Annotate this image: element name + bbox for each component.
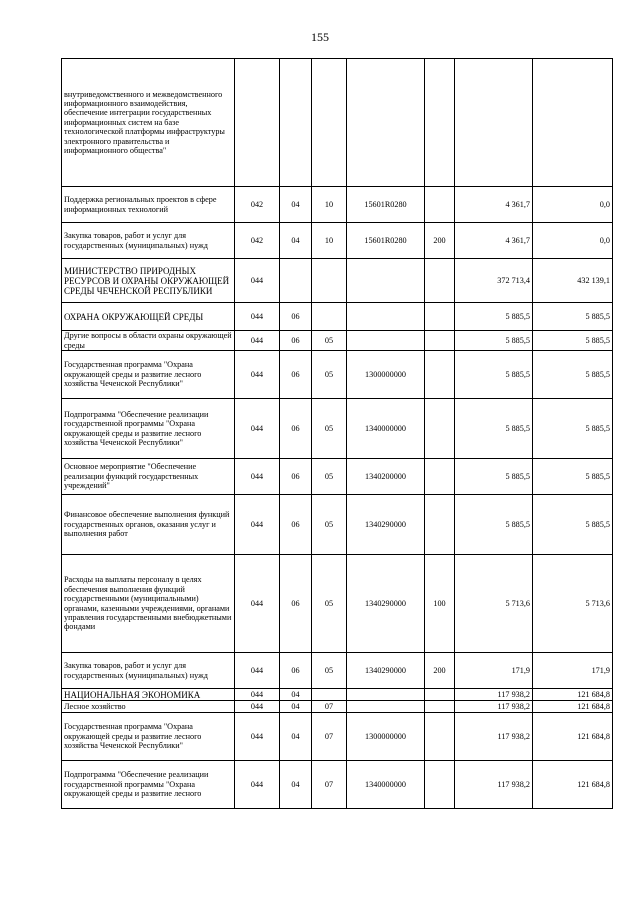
row-subsection-code	[312, 303, 347, 331]
row-target-code	[347, 259, 425, 303]
table-row	[62, 259, 613, 303]
row-ved-code: 044	[235, 259, 280, 303]
row-name: Финансовое обеспечение выполнения функций государственных органов, оказания услуг и выполнения работ	[62, 495, 235, 555]
row-expense-type-code	[425, 259, 455, 303]
row-subsection-code: 05	[312, 495, 347, 555]
row-section-code: 06	[280, 459, 312, 495]
row-target-code	[347, 59, 425, 187]
row-amount-year1: 5 885,5	[455, 459, 533, 495]
row-name: Государственная программа "Охрана окружающей среды и развитие лесного хозяйства Чеченской Республики"	[62, 351, 235, 399]
row-section-code: 04	[280, 713, 312, 761]
row-expense-type-code: 100	[425, 555, 455, 653]
row-ved-code: 044	[235, 459, 280, 495]
table-row	[62, 223, 613, 259]
table-row	[62, 187, 613, 223]
row-expense-type-code	[425, 495, 455, 555]
row-target-code: 1340290000	[347, 653, 425, 689]
row-section-code: 06	[280, 653, 312, 689]
row-expense-type-code: 200	[425, 223, 455, 259]
row-amount-year1	[455, 59, 533, 187]
row-target-code: 1340290000	[347, 555, 425, 653]
row-target-code: 1340000000	[347, 399, 425, 459]
table-row	[62, 459, 613, 495]
row-ved-code: 044	[235, 331, 280, 351]
row-amount-year2: 5 885,5	[533, 459, 613, 495]
row-ved-code: 042	[235, 223, 280, 259]
row-section-code: 04	[280, 761, 312, 809]
row-amount-year1: 5 713,6	[455, 555, 533, 653]
row-ved-code: 044	[235, 713, 280, 761]
row-section-code: 04	[280, 701, 312, 713]
row-ved-code: 044	[235, 495, 280, 555]
row-amount-year2: 121 684,8	[533, 761, 613, 809]
row-amount-year1: 5 885,5	[455, 399, 533, 459]
page-number: 155	[311, 30, 329, 44]
row-amount-year2: 5 885,5	[533, 351, 613, 399]
row-section-code: 04	[280, 223, 312, 259]
row-amount-year2: 5 713,6	[533, 555, 613, 653]
row-ved-code: 044	[235, 761, 280, 809]
table-row	[62, 59, 613, 187]
row-subsection-code: 05	[312, 653, 347, 689]
row-name: Государственная программа "Охрана окружающей среды и развитие лесного хозяйства Чеченской Республики"	[62, 713, 235, 761]
row-target-code: 1340290000	[347, 495, 425, 555]
row-target-code: 1300000000	[347, 351, 425, 399]
row-target-code	[347, 701, 425, 713]
table-row	[62, 555, 613, 653]
budget-table	[61, 58, 613, 809]
row-target-code	[347, 303, 425, 331]
table-row	[62, 761, 613, 809]
row-section-code: 04	[280, 187, 312, 223]
row-target-code: 1340000000	[347, 761, 425, 809]
row-name: Поддержка региональных проектов в сфере информационных технологий	[62, 187, 235, 223]
row-name: НАЦИОНАЛЬНАЯ ЭКОНОМИКА	[62, 689, 235, 701]
row-section-code: 06	[280, 303, 312, 331]
row-expense-type-code	[425, 187, 455, 223]
row-target-code: 15601R0280	[347, 223, 425, 259]
row-expense-type-code	[425, 761, 455, 809]
row-ved-code: 044	[235, 555, 280, 653]
row-section-code: 06	[280, 399, 312, 459]
row-amount-year2: 121 684,8	[533, 689, 613, 701]
row-amount-year1: 117 938,2	[455, 761, 533, 809]
row-amount-year1: 5 885,5	[455, 303, 533, 331]
row-name: ОХРАНА ОКРУЖАЮЩЕЙ СРЕДЫ	[62, 303, 235, 331]
row-amount-year1: 4 361,7	[455, 223, 533, 259]
row-ved-code: 044	[235, 303, 280, 331]
row-amount-year2: 432 139,1	[533, 259, 613, 303]
table-row	[62, 351, 613, 399]
row-amount-year1: 171,9	[455, 653, 533, 689]
table-row	[62, 689, 613, 701]
row-amount-year2: 5 885,5	[533, 495, 613, 555]
row-section-code: 06	[280, 331, 312, 351]
table-row	[62, 653, 613, 689]
row-amount-year1: 5 885,5	[455, 351, 533, 399]
row-name: Закупка товаров, работ и услуг для государственных (муниципальных) нужд	[62, 223, 235, 259]
row-ved-code: 044	[235, 689, 280, 701]
row-amount-year1: 117 938,2	[455, 701, 533, 713]
row-section-code	[280, 59, 312, 187]
row-target-code: 1300000000	[347, 713, 425, 761]
row-subsection-code	[312, 689, 347, 701]
row-expense-type-code: 200	[425, 653, 455, 689]
table-row	[62, 399, 613, 459]
row-ved-code: 042	[235, 187, 280, 223]
row-name: Основное мероприятие "Обеспечение реализации функций государственных учреждений"	[62, 459, 235, 495]
row-expense-type-code	[425, 303, 455, 331]
row-name: Лесное хозяйство	[62, 701, 235, 713]
row-amount-year2: 5 885,5	[533, 331, 613, 351]
row-subsection-code	[312, 59, 347, 187]
row-subsection-code: 05	[312, 459, 347, 495]
row-ved-code: 044	[235, 701, 280, 713]
table-row	[62, 713, 613, 761]
row-amount-year2: 0,0	[533, 187, 613, 223]
row-target-code: 1340200000	[347, 459, 425, 495]
row-amount-year1: 117 938,2	[455, 713, 533, 761]
table-row	[62, 495, 613, 555]
row-amount-year1: 5 885,5	[455, 331, 533, 351]
row-subsection-code: 07	[312, 701, 347, 713]
row-amount-year2: 0,0	[533, 223, 613, 259]
row-name: Расходы на выплаты персоналу в целях обеспечения выполнения функций государственными (муниципальными) органами, казенными учреждениями, органами управления государственными внебюджетными фондами	[62, 555, 235, 653]
row-ved-code: 044	[235, 653, 280, 689]
table-row	[62, 331, 613, 351]
row-section-code: 06	[280, 495, 312, 555]
row-amount-year2: 171,9	[533, 653, 613, 689]
row-subsection-code: 05	[312, 331, 347, 351]
row-subsection-code	[312, 259, 347, 303]
row-name: внутриведомственного и межведомственного информационного взаимодействия, обеспечение интеграции государственных информационных систем на базе технологической платформы инфраструктуры электронного правительства и информационного общества"	[62, 59, 235, 187]
row-subsection-code: 07	[312, 713, 347, 761]
row-amount-year1: 372 713,4	[455, 259, 533, 303]
row-target-code	[347, 689, 425, 701]
table-row	[62, 701, 613, 713]
row-amount-year2: 5 885,5	[533, 303, 613, 331]
row-section-code	[280, 259, 312, 303]
row-expense-type-code	[425, 399, 455, 459]
row-section-code: 04	[280, 689, 312, 701]
row-amount-year1: 117 938,2	[455, 689, 533, 701]
row-target-code	[347, 331, 425, 351]
row-amount-year2: 121 684,8	[533, 701, 613, 713]
row-section-code: 06	[280, 555, 312, 653]
row-amount-year1: 4 361,7	[455, 187, 533, 223]
row-ved-code: 044	[235, 351, 280, 399]
row-expense-type-code	[425, 689, 455, 701]
row-section-code: 06	[280, 351, 312, 399]
row-amount-year1: 5 885,5	[455, 495, 533, 555]
row-ved-code: 044	[235, 399, 280, 459]
row-amount-year2: 121 684,8	[533, 713, 613, 761]
row-amount-year2: 5 885,5	[533, 399, 613, 459]
row-target-code: 15601R0280	[347, 187, 425, 223]
row-name: Другие вопросы в области охраны окружающей среды	[62, 331, 235, 351]
row-ved-code	[235, 59, 280, 187]
row-expense-type-code	[425, 701, 455, 713]
row-name: Подпрограмма "Обеспечение реализации государственной программы "Охрана окружающей среды и развитие лесного	[62, 761, 235, 809]
row-subsection-code: 10	[312, 223, 347, 259]
row-subsection-code: 05	[312, 351, 347, 399]
row-expense-type-code	[425, 459, 455, 495]
row-expense-type-code	[425, 713, 455, 761]
row-subsection-code: 05	[312, 555, 347, 653]
row-subsection-code: 10	[312, 187, 347, 223]
row-name: МИНИСТЕРСТВО ПРИРОДНЫХ РЕСУРСОВ И ОХРАНЫ ОКРУЖАЮЩЕЙ СРЕДЫ ЧЕЧЕНСКОЙ РЕСПУБЛИКИ	[62, 259, 235, 303]
row-expense-type-code	[425, 331, 455, 351]
row-expense-type-code	[425, 351, 455, 399]
table-row	[62, 303, 613, 331]
row-subsection-code: 07	[312, 761, 347, 809]
row-amount-year2	[533, 59, 613, 187]
row-name: Подпрограмма "Обеспечение реализации государственной программы "Охрана окружающей среды и развитие лесного хозяйства Чеченской Республики"	[62, 399, 235, 459]
row-name: Закупка товаров, работ и услуг для государственных (муниципальных) нужд	[62, 653, 235, 689]
row-subsection-code: 05	[312, 399, 347, 459]
row-expense-type-code	[425, 59, 455, 187]
